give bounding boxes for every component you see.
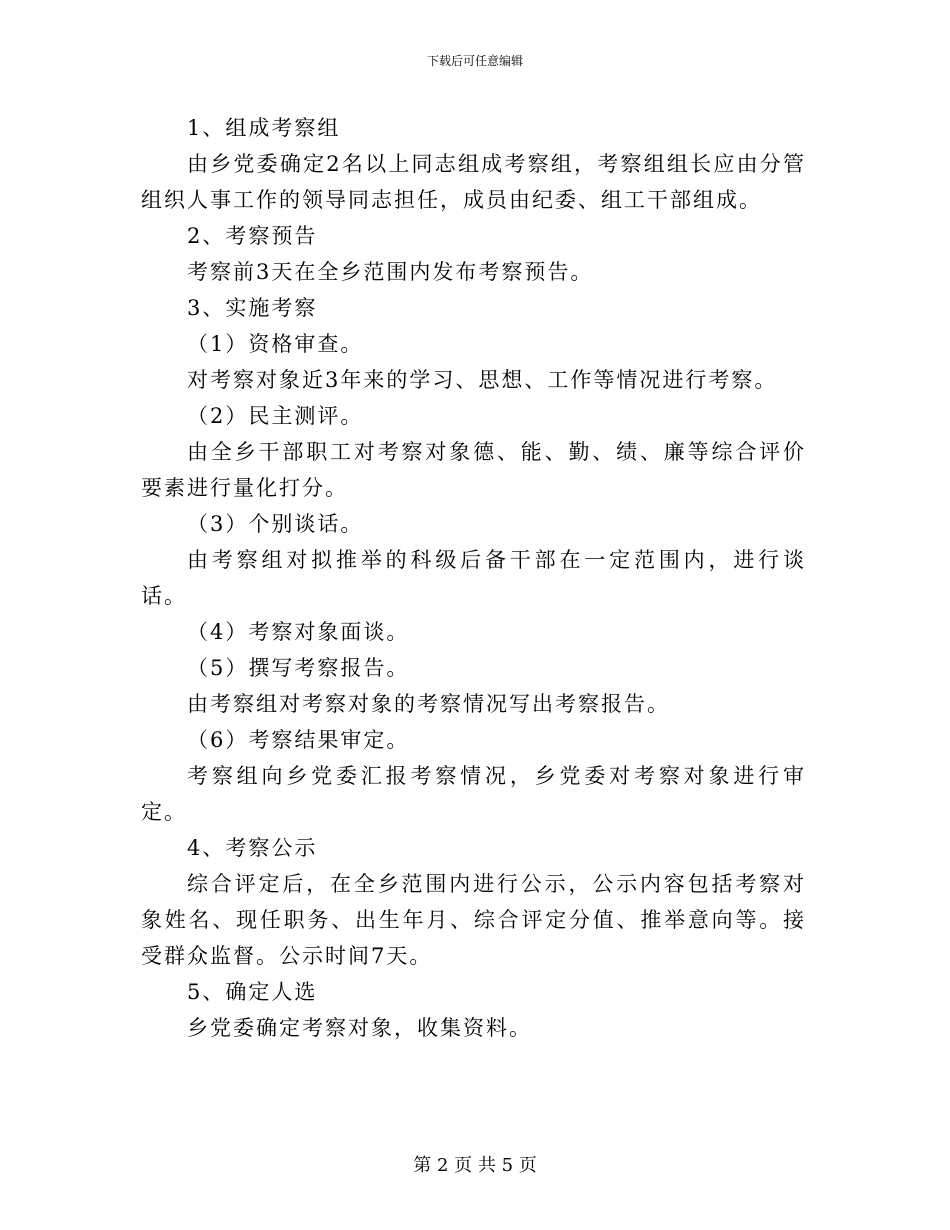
paragraph: 由乡党委确定2名以上同志组成考察组，考察组组长应由分管组织人事工作的领导同志担任，成员由纪委、组工干部组成。: [141, 152, 806, 212]
paragraph: （4）考察对象面谈。: [187, 620, 410, 644]
header-note: 下载后可任意编辑: [426, 54, 523, 68]
paragraph: 由考察组对拟推举的科级后备干部在一定范围内，进行谈话。: [141, 548, 806, 608]
paragraph: 由考察组对考察对象的考察情况写出考察报告。: [187, 692, 670, 716]
paragraph: 由全乡干部职工对考察对象德、能、勤、绩、廉等综合评价要素进行量化打分。: [141, 440, 806, 500]
paragraph: 4、考察公示: [187, 836, 318, 860]
paragraph: 3、实施考察: [187, 296, 318, 320]
paragraph: （6）考察结果审定。: [187, 728, 410, 752]
document-body: [141, 110, 806, 1046]
paragraph: 对考察对象近3年来的学习、思想、工作等情况进行考察。: [187, 368, 778, 392]
paragraph: 考察组向乡党委汇报考察情况，乡党委对考察对象进行审定。: [141, 764, 806, 824]
paragraph: 乡党委确定考察对象，收集资料。: [187, 1016, 532, 1040]
paragraph: 5、确定人选: [187, 980, 318, 1004]
paragraph: （3）个别谈话。: [187, 512, 364, 536]
paragraph: （5）撰写考察报告。: [187, 656, 410, 680]
paragraph: 考察前3天在全乡范围内发布考察预告。: [187, 260, 594, 284]
page-footer: 第 2 页 共 5 页: [413, 1155, 537, 1176]
paragraph: （2）民主测评。: [187, 404, 364, 428]
paragraph: 综合评定后，在全乡范围内进行公示，公示内容包括考察对象姓名、现任职务、出生年月、综合评定分值、推举意向等。接受群众监督。公示时间7天。: [141, 872, 806, 968]
paragraph: （1）资格审查。: [187, 332, 364, 356]
paragraph: 2、考察预告: [187, 224, 318, 248]
paragraph: 1、组成考察组: [187, 116, 341, 140]
